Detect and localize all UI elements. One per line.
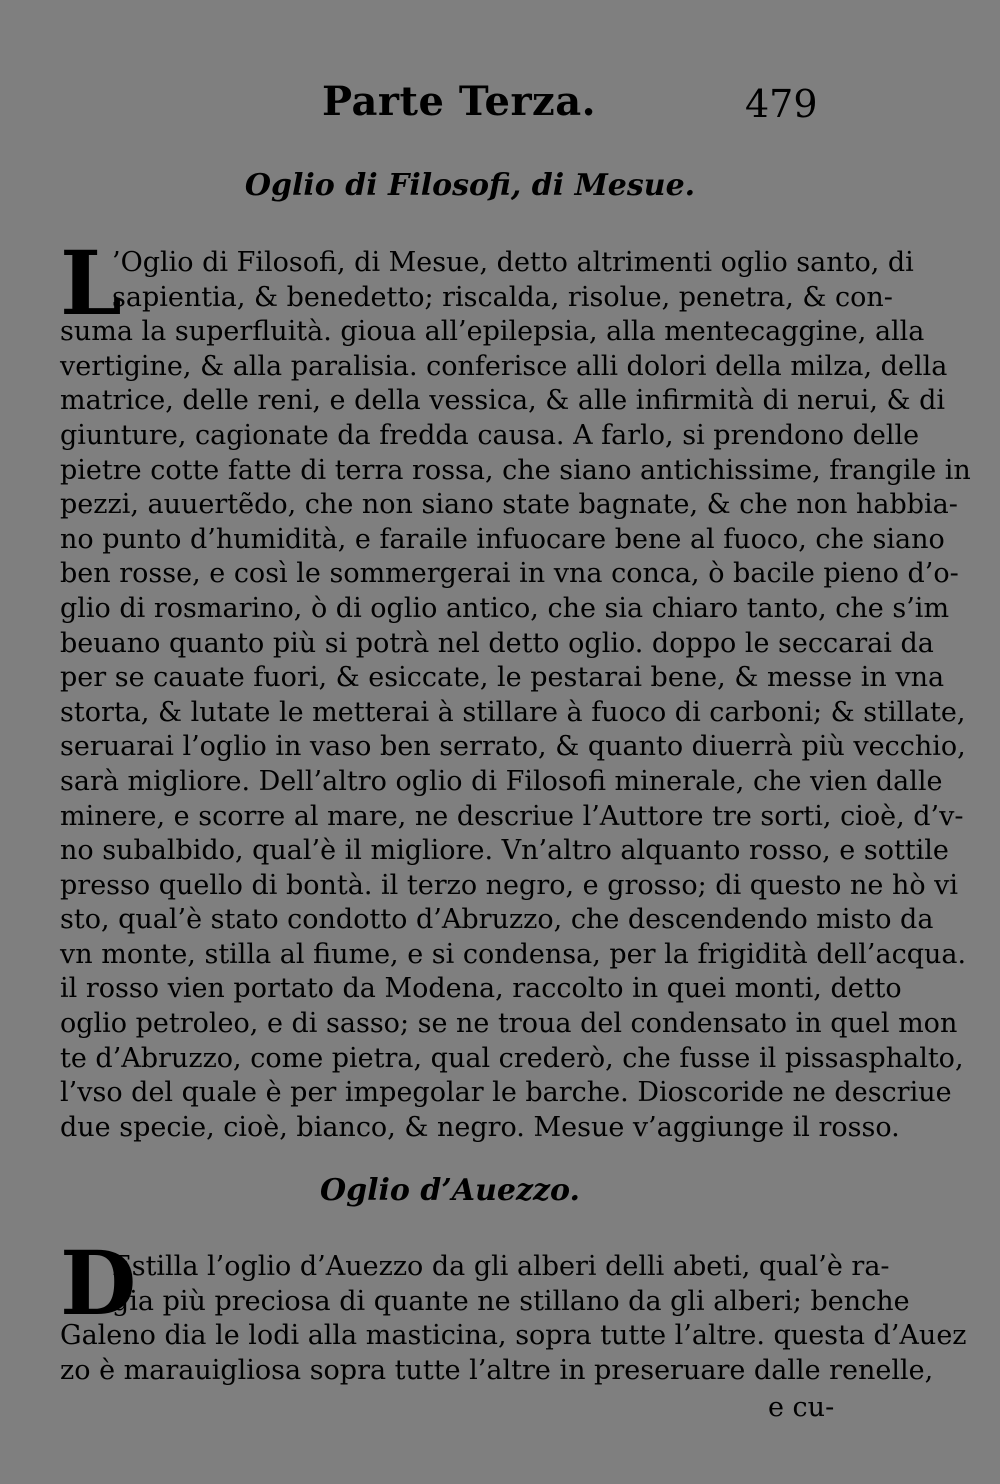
text-line: Galeno dia le lodi alla masticina, sopra tutte l’altre. questa d’Auez: [60, 1320, 967, 1352]
text-line: no punto d’humidità, e faraile infuocare bene al fuoco, che siano: [60, 523, 945, 555]
page-number: 479: [745, 82, 818, 126]
text-line: sapientia, & benedetto; riscalda, risolue, penetra, & con-: [112, 281, 893, 313]
text-line: vn monte, stilla al fiume, e si condensa, per la frigidità dell’acqua.: [60, 938, 967, 970]
text-line: zo è marauigliosa sopra tutte l’altre in preseruare dalle renelle,: [60, 1354, 934, 1386]
text-line: ben rosse, e così le sommergerai in vna conca, ò bacile pieno d’o-: [60, 558, 959, 590]
page-header: [0, 78, 1000, 138]
text-line: no subalbido, qual’è il migliore. Vn’altro alquanto rosso, e sottile: [60, 835, 949, 867]
text-line: storta, & lutate le metterai à stillare à fuoco di carboni; & stillate,: [60, 696, 966, 728]
text-line: glio di rosmarino, ò di oglio antico, che sia chiaro tanto, che s’im: [60, 592, 950, 624]
text-line: presso quello di bontà. il terzo negro, e grosso; di questo ne hò vi: [60, 869, 959, 901]
text-line: te d’Abruzzo, come pietra, qual crederò, che fusse il pissasphalto,: [60, 1042, 964, 1074]
text-line: pezzi, auuertẽdo, che non siano state bagnate, & che non habbia-: [60, 489, 958, 521]
text-line: matrice, delle reni, e della vessica, & alle infirmità di nerui, & di: [60, 385, 946, 417]
text-line: minere, e scorre al mare, ne descriue l’Auttore tre sorti, cioè, d’v-: [60, 800, 964, 832]
text-line: il rosso vien portato da Modena, raccolto in quei monti, detto: [60, 973, 902, 1005]
drop-cap-d: D: [60, 1231, 137, 1335]
text-line: oglio petroleo, e di sasso; se ne troua del condensato in quel mon: [60, 1008, 958, 1040]
section-heading-oglio-d-auezzo: Oglio d’Auezzo.: [320, 1173, 580, 1208]
text-line: sto, qual’è stato condotto d’Abruzzo, che descendendo misto da: [60, 904, 934, 936]
text-line: Estilla l’oglio d’Auezzo da gli alberi delli abeti, qual’è ra-: [112, 1251, 890, 1282]
text-line: suma la superfluità. gioua all’epilepsia, alla mentecaggine, alla: [60, 316, 925, 348]
catchword: e cu-: [768, 1392, 835, 1423]
text-line: l’vso del quale è per impegolar le barche. Dioscoride ne descriue: [60, 1077, 952, 1109]
text-line: seruarai l’oglio in vaso ben serrato, & quanto diuerrà più vecchio,: [60, 731, 966, 763]
drop-cap-l: L: [60, 231, 122, 335]
paragraph-oglio-di-filosofi: [60, 231, 971, 1145]
running-head: Parte Terza.: [322, 78, 597, 125]
text-line: pietre cotte fatte di terra rossa, che siano antichissime, frangile in: [60, 454, 971, 486]
text-line: giunture, cagionate da fredda causa. A farlo, si prendono delle: [60, 419, 920, 451]
text-line: gia più preciosa di quante ne stillano da gli alberi; benche: [112, 1285, 910, 1317]
text-line: ’Oglio di Filosofi, di Mesue, detto altrimenti oglio santo, di: [112, 247, 914, 278]
text-line: per se cauate fuori, & esiccate, le pestarai bene, & messe in vna: [60, 662, 945, 694]
section-heading-oglio-di-filosofi: Oglio di Filosofi, di Mesue.: [244, 168, 696, 203]
text-line: beuano quanto più si potrà nel detto oglio. doppo le seccarai da: [60, 627, 934, 659]
text-line: due specie, cioè, bianco, & negro. Mesue v’aggiunge il rosso.: [60, 1111, 900, 1143]
text-line: vertigine, & alla paralisia. conferisce alli dolori della milza, della: [60, 350, 948, 382]
paragraph-oglio-d-auezzo: [60, 1231, 967, 1388]
text-line: sarà migliore. Dell’altro oglio di Filosofi minerale, che vien dalle: [60, 765, 943, 797]
